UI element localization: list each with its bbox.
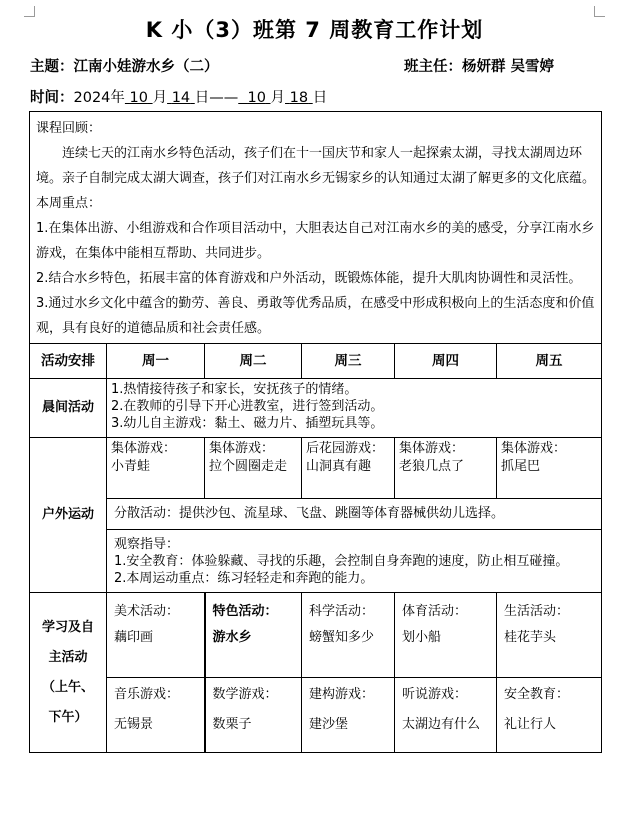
activity-name: 礼让行人	[504, 717, 557, 732]
learning-cell	[107, 593, 205, 678]
outdoor-game-cell	[395, 438, 497, 499]
activity-type: 生活活动：	[504, 604, 570, 619]
activity-type: 科学活动：	[309, 604, 375, 619]
day-char: 日	[194, 90, 210, 106]
theme-value: 江南小娃游水乡（二）	[73, 59, 219, 75]
activity-type: 体育活动：	[402, 604, 468, 619]
header-day: 周五	[497, 344, 602, 379]
learning-row-1	[30, 593, 602, 678]
activity-type: 听说游戏：	[402, 687, 468, 702]
game-type: 集体游戏：	[399, 441, 465, 456]
observe-row	[30, 530, 602, 593]
dispersed-row	[30, 499, 602, 530]
morning-item: 1.热情接待孩子和家长，安抚孩子的情绪。	[111, 382, 358, 397]
outdoor-game-cell	[497, 438, 602, 499]
learning-cell-featured	[205, 593, 302, 678]
learning-label-line: （上午、	[41, 679, 94, 695]
date-line	[30, 86, 327, 107]
month-char-2: 月	[270, 90, 286, 106]
activity-name: 游水乡	[212, 630, 252, 645]
header-day: 周三	[302, 344, 395, 379]
review-row	[30, 112, 602, 344]
header-day: 周四	[395, 344, 497, 379]
outdoor-label: 户外运动	[30, 438, 107, 593]
learning-label-line: 主活动	[48, 649, 88, 665]
learning-cell	[395, 678, 497, 753]
activity-name: 无锡景	[114, 717, 154, 732]
activity-name: 划小船	[402, 630, 442, 645]
morning-row	[30, 379, 602, 438]
focus-heading: 本周重点：	[36, 196, 102, 211]
header-day: 周一	[107, 344, 205, 379]
activity-name: 螃蟹知多少	[309, 630, 375, 645]
date-label: 时间：	[30, 90, 74, 106]
game-type: 集体游戏：	[111, 441, 177, 456]
header-label: 活动安排	[30, 344, 107, 379]
morning-label: 晨间活动	[30, 379, 107, 438]
activity-type: 建构游戏：	[309, 687, 375, 702]
outdoor-game-cell	[302, 438, 395, 499]
activity-type: 音乐游戏：	[114, 687, 180, 702]
learning-label-line: 学习及自	[41, 619, 94, 635]
game-name: 抓尾巴	[501, 459, 541, 474]
month-char: 月	[152, 90, 168, 106]
learning-cell	[497, 678, 602, 753]
activity-type: 特色活动：	[212, 604, 278, 619]
morning-content	[107, 379, 602, 438]
game-name: 拉个圆圈走走	[209, 459, 288, 474]
activity-name: 建沙堡	[309, 717, 349, 732]
review-cell	[30, 112, 602, 344]
learning-cell	[302, 593, 395, 678]
theme-line	[30, 55, 219, 76]
weekly-plan-table	[29, 111, 602, 753]
observe-content	[107, 530, 602, 593]
game-type: 集体游戏：	[501, 441, 567, 456]
end-day: 18	[289, 90, 309, 106]
date-year: 2024年	[73, 90, 125, 106]
activity-name: 藕印画	[114, 630, 154, 645]
game-name: 老狼几点了	[399, 459, 465, 474]
day-char-2: 日	[312, 90, 328, 106]
morning-item: 3.幼儿自主游戏：黏土、磁力片、插塑玩具等。	[111, 416, 384, 431]
focus-point: 3.通过水乡文化中蕴含的勤劳、善良、勇敢等优秀品质，在感受中形成积极向上的生活态度和价值观，具有良好的道德品质和社会责任感。	[36, 296, 595, 336]
game-name: 山洞真有趣	[306, 459, 372, 474]
learning-cell	[302, 678, 395, 753]
header-row	[30, 344, 602, 379]
learning-cell	[107, 678, 205, 753]
learning-label	[30, 593, 107, 753]
morning-item: 2.在教师的引导下开心进教室，进行签到活动。	[111, 399, 384, 414]
outdoor-games-row	[30, 438, 602, 499]
observe-heading: 观察指导：	[114, 537, 180, 552]
teacher-label: 班主任：	[404, 59, 462, 75]
learning-cell	[395, 593, 497, 678]
start-month: 10	[129, 90, 148, 106]
activity-name: 桂花芋头	[504, 630, 557, 645]
learning-cell	[497, 593, 602, 678]
start-day: 14	[171, 90, 191, 106]
observe-point: 1.安全教育：体验躲藏、寻找的乐趣，会控制自身奔跑的速度，防止相互碰撞。	[114, 554, 569, 569]
game-type: 集体游戏：	[209, 441, 275, 456]
activity-type: 美术活动：	[114, 604, 180, 619]
review-text: 连续七天的江南水乡特色活动，孩子们在十一国庆节和家人一起探索太湖，寻找太湖周边环境。亲子自制完成太湖大调查，孩子们对江南水乡无锡家乡的认知通过太湖了解更多的文化底蕴。	[36, 146, 596, 186]
learning-cell	[205, 678, 302, 753]
teacher-names: 杨妍群 吴雪婷	[462, 59, 555, 75]
header-day: 周二	[205, 344, 302, 379]
teacher-line	[404, 55, 554, 76]
outdoor-game-cell	[205, 438, 302, 499]
page-title: K 小（3）班第 7 周教育工作计划	[145, 18, 484, 42]
learning-label-line: 下午）	[48, 709, 88, 725]
review-heading: 课程回顾：	[36, 121, 102, 136]
activity-name: 太湖边有什么	[402, 717, 481, 732]
date-dash: ——	[209, 90, 239, 106]
activity-name: 数栗子	[212, 717, 252, 732]
outdoor-game-cell	[107, 438, 205, 499]
learning-row-2	[30, 678, 602, 753]
observe-point: 2.本周运动重点：练习轻轻走和奔跑的能力。	[114, 571, 374, 586]
end-month: 10	[247, 90, 266, 106]
game-type: 后花园游戏：	[306, 441, 385, 456]
game-name: 小青蛙	[111, 459, 151, 474]
focus-point: 1.在集体出游、小组游戏和合作项目活动中，大胆表达自己对江南水乡的美的感受，分享江南水乡游戏，在集体中能相互帮助、共同进步。	[36, 221, 595, 261]
dispersed-activity: 分散活动：提供沙包、流星球、飞盘、跳圈等体育器械供幼儿选择。	[107, 499, 602, 530]
focus-point: 2.结合水乡特色，拓展丰富的体育游戏和户外活动，既锻炼体能，提升大肌肉协调性和灵活性。	[36, 271, 582, 286]
theme-label: 主题：	[30, 59, 74, 75]
activity-type: 数学游戏：	[212, 687, 278, 702]
activity-type: 安全教育：	[504, 687, 570, 702]
